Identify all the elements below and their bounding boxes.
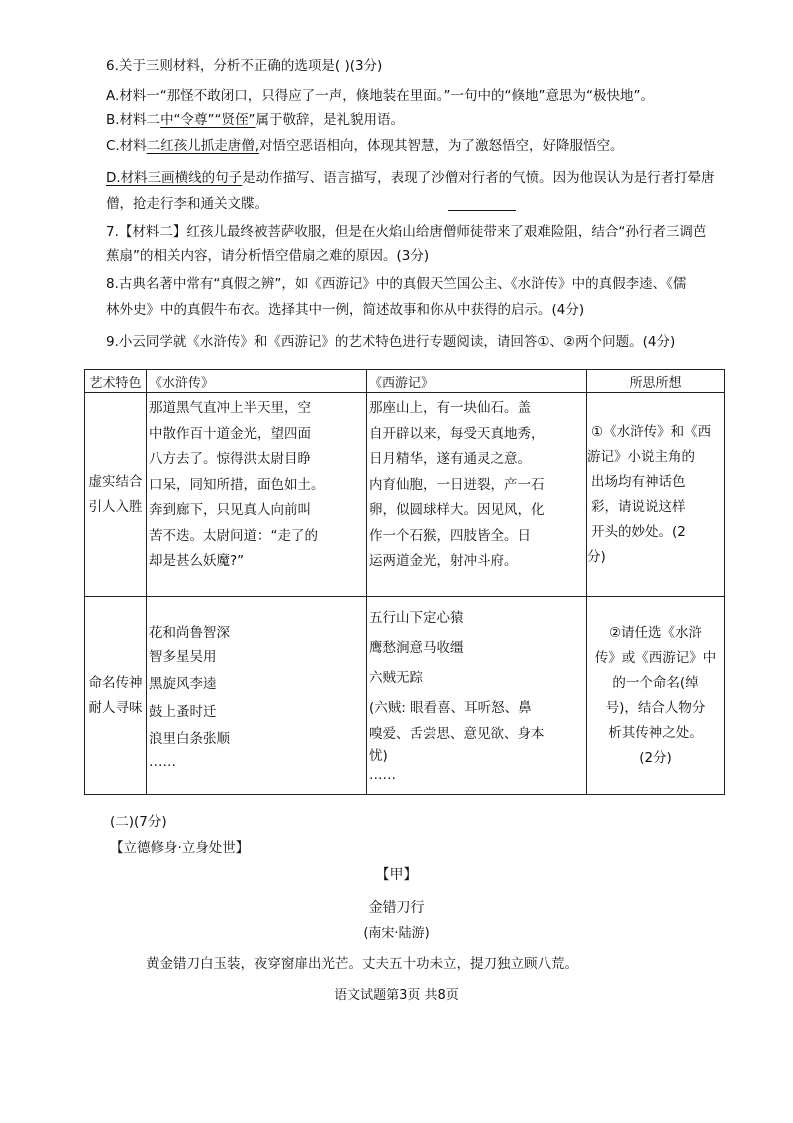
question-line: 号)，结合人物分 (605, 699, 706, 716)
q6-option-d-line2: 僧，抢走行李和通关文牒。 (106, 196, 268, 212)
question-line: 游记》小说主角的 (587, 448, 695, 465)
question-line: ①《水浒传》和《西 (591, 423, 712, 440)
q6-c-suffix: 对悟空恶语相向，体现其智慧，为了激怒悟空，好降服悟空。 (259, 138, 624, 154)
q8-line1: 8.古典名著中常有“真假之辨”，如《西游记》中的真假天竺国公主、《水浒传》中的真假李逵、《儒 (106, 276, 687, 292)
feature-cell-2 (85, 597, 147, 795)
question-line: 的一个命名(绰 (612, 674, 699, 691)
table-header-row (85, 370, 725, 393)
art-features-table (84, 369, 725, 795)
poem-title: 金错刀行 (368, 900, 425, 916)
table-row (85, 393, 725, 597)
question-line: 彩，请说说这样 (591, 498, 686, 515)
poem-line: 黄金错刀白玉装，夜穿窗扉出光芒。丈夫五十功未立，提刀独立顾八荒。 (146, 956, 578, 972)
section-2-label: (二)(7分) (110, 814, 167, 830)
nickname-line: 花和尚鲁智深 (149, 625, 230, 641)
question-2-cell (587, 597, 725, 795)
excerpt-line: 八方去了。惊得洪太尉目睁 (149, 451, 311, 467)
q7-line1: 7.【材料二】红孩儿最终被菩萨收服，但是在火焰山给唐僧师徒带来了艰难险阻，结合“孙行者三调芭 (106, 224, 707, 240)
feature-text: 引人入胜 (88, 498, 143, 515)
shuihu-excerpt-cell (147, 393, 367, 597)
excerpt-jia-heading: 【甲】 (375, 867, 418, 883)
q6-option-b (106, 110, 404, 130)
excerpt-line: 卵，似圆球样大。因见风，化 (369, 502, 545, 518)
chapter-line: 嗅爱、舌尝思、意见欲、身本 (369, 726, 545, 742)
xiyou-chapters-cell (367, 597, 587, 795)
q6-option-c (106, 136, 624, 156)
q6-c-underlined: 二红孩儿抓走唐僧, (146, 138, 260, 154)
excerpt-line: 那座山上，有一块仙石。盖 (369, 400, 531, 416)
excerpt-line: 自开辟以来，每受天真地秀， (369, 425, 545, 442)
ellipsis: …… (149, 754, 176, 770)
answer-blank (448, 210, 516, 211)
q6-option-a: A.材料一“那怪不敢闭口，只得应了一声，倏地装在里面。”一句中的“倏地”意思为“极快地”。 (106, 88, 655, 104)
excerpt-line: 运两道金光，射冲斗府。 (369, 553, 518, 569)
chapter-line: 忧) (369, 748, 388, 764)
question-line: 分) (587, 548, 606, 565)
excerpt-line: 内育仙胞，一日迸裂，产一石 (369, 476, 545, 493)
question-line: (2分) (639, 749, 672, 766)
header-shuihu: 《水浒传》 (147, 370, 367, 393)
q6-d-suffix: 是动作描写、语言描写，表现了沙僧对行者的气愤。因为他误认为是行者打晕唐 (242, 170, 715, 186)
feature-cell-1 (85, 393, 147, 597)
question-line: 开头的妙处。(2 (591, 523, 686, 540)
nickname-line: 黑旋风李逵 (149, 676, 217, 692)
feature-text: 命名传神 (88, 674, 143, 691)
shuihu-nicknames-cell (147, 597, 367, 795)
q6-b-suffix: 属于敬辞，是礼貌用语。 (255, 112, 405, 128)
excerpt-line: 中散作百十道金光，望四面 (149, 425, 311, 442)
question-line: 析其传神之处。 (608, 724, 703, 741)
table-row (85, 597, 725, 795)
question-line: ②请任选《水浒 (608, 624, 703, 641)
excerpt-line: 奔到廊下，只见真人向前叫 (149, 502, 311, 518)
feature-text: 耐人寻味 (88, 699, 143, 716)
q8-line2: 林外史》中的真假牛布衣。选择其中一例，简述故事和你从中获得的启示。(4分) (106, 302, 585, 318)
header-xiyou: 《西游记》 (367, 370, 587, 393)
excerpt-line: 口呆，同知所措，面色如土。 (149, 476, 325, 493)
excerpt-line: 作一个石猴，四肢皆全。日 (369, 527, 531, 544)
header-art-feature: 艺术特色 (85, 370, 147, 393)
chapter-line: 五行山下定心猿 (369, 610, 464, 626)
excerpt-line: 日月精华，遂有通灵之意。 (369, 451, 531, 467)
q6-b-prefix: B.材料二 (106, 112, 161, 128)
nickname-line: 鼓上蚤时迁 (149, 704, 217, 720)
chapter-line: 六贼无踪 (369, 670, 423, 686)
q6-stem: 6.关于三则材料，分析不正确的选项是( )(3分) (106, 58, 383, 74)
q6-b-underlined: 中“令尊”“贤侄” (160, 112, 256, 128)
q6-d-underlined: D.材料三画横线的句子 (106, 170, 243, 186)
page-footer: 语文试题第3页 共8页 (334, 988, 459, 1003)
q9-stem: 9.小云同学就《水浒传》和《西游记》的艺术特色进行专题阅读，请回答①、②两个问题。(4分) (106, 334, 676, 350)
question-line: 出场均有神话色 (591, 473, 686, 490)
header-thoughts: 所思所想 (587, 370, 725, 393)
excerpt-line: 那道黑气直冲上半天里，空 (149, 400, 311, 416)
poem-author: (南宋·陆游) (363, 926, 430, 941)
excerpt-line: 却是甚么妖魔?” (149, 553, 245, 569)
question-1-cell (587, 393, 725, 597)
feature-text: 虚实结合 (88, 473, 143, 490)
nickname-line: 智多星吴用 (149, 649, 217, 665)
nickname-line: 浪里白条张顺 (149, 731, 230, 747)
q6-c-prefix: C.材料 (106, 138, 147, 154)
chapter-line: (六贼: 眼看喜、耳听怒、鼻 (369, 700, 532, 716)
question-line: 传》或《西游记》中 (594, 649, 717, 666)
q6-option-d-line1 (106, 168, 715, 188)
q7-line2: 蕉扇”的相关内容，请分析悟空借扇之难的原因。(3分) (106, 248, 430, 264)
section-2-theme: 【立德修身·立身处世】 (110, 840, 250, 856)
excerpt-line: 苦不迭。太尉问道：“走了的 (149, 527, 318, 544)
xiyou-excerpt-cell (367, 393, 587, 597)
ellipsis: …… (369, 767, 396, 783)
chapter-line: 鹰愁涧意马收缰 (369, 640, 464, 656)
